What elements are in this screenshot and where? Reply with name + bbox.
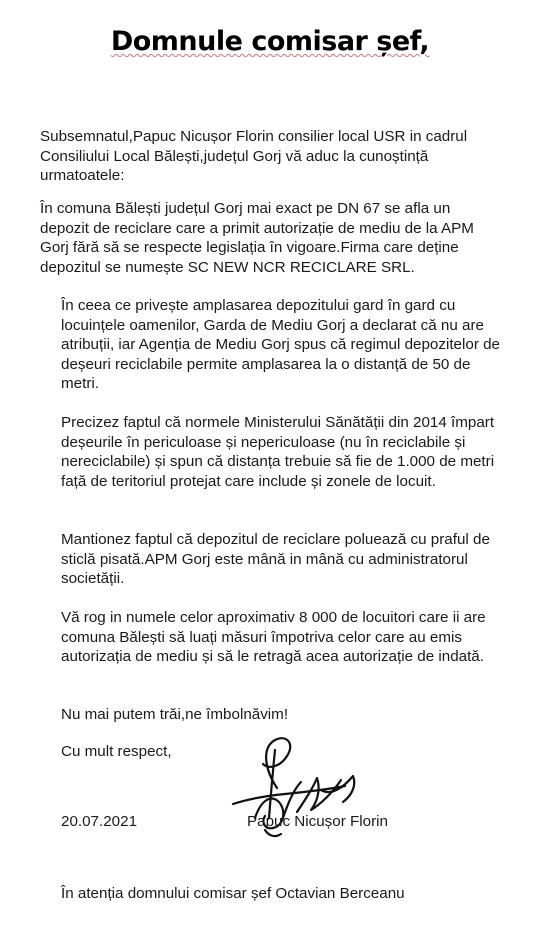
paragraph-request: Vă rog in numele celor aproximativ 8 000 de locuitori care ii are comuna Bălești să luați măsuri împotriva celor care au emis autorizația de mediu și să le retragă acea autorizație de indată. — [61, 609, 486, 665]
letter-date: 20.07.2021 — [61, 813, 138, 830]
paragraph-health-norms: Precizez faptul că normele Ministerului Sănătății din 2014 împart deșeurile în periculoase și nepericuloase (nu în reciclabile și nereciclabile) și spun că distanța trebuie să fie de 1.000 de metri față de teritoriul protejat care include și zonele de locuit. — [61, 414, 495, 490]
addressee-footer: În atenția domnului comisar șef Octavian Berceanu — [61, 885, 405, 902]
closing-salutation: Cu mult respect, — [61, 743, 172, 760]
signatory-name: Papuc Nicușor Florin — [247, 813, 388, 830]
letter-title: Domnule comisar șef, — [110, 26, 430, 57]
paragraph-introduction: Subsemnatul,Papuc Nicușor Florin consilier local USR in cadrul Consiliului Local Bălești,județul Gorj vă aduc la cunoștință urmatoatele: — [40, 128, 468, 184]
paragraph-depot-description: În comuna Bălești județul Gorj mai exact pe DN 67 se afla un depozit de reciclare care a primit autorizație de mediu de la APM Gorj fără să se respecte legislația în vigoare.Firma care deține depozitul se numește SC NEW NCR RECICLARE SRL. — [40, 200, 474, 276]
paragraph-exclamation: Nu mai putem trăi,ne îmbolnăvim! — [61, 706, 289, 723]
paragraph-location-issue: În ceea ce privește amplasarea depozitului gard în gard cu locuințele oamenilor, Garda de Mediu Gorj a declarat că nu are atribuții, iar Agenția de Mediu Gorj spus că regimul depozitelor de deșeuri reciclabile permite amplasarea la o distanță de 50 de metri. — [61, 297, 500, 392]
paragraph-pollution: Mantionez faptul că depozitul de reciclare poluează cu praful de sticlă pisată.APM Gorj este mână in mână cu administratorul societății. — [61, 531, 490, 587]
